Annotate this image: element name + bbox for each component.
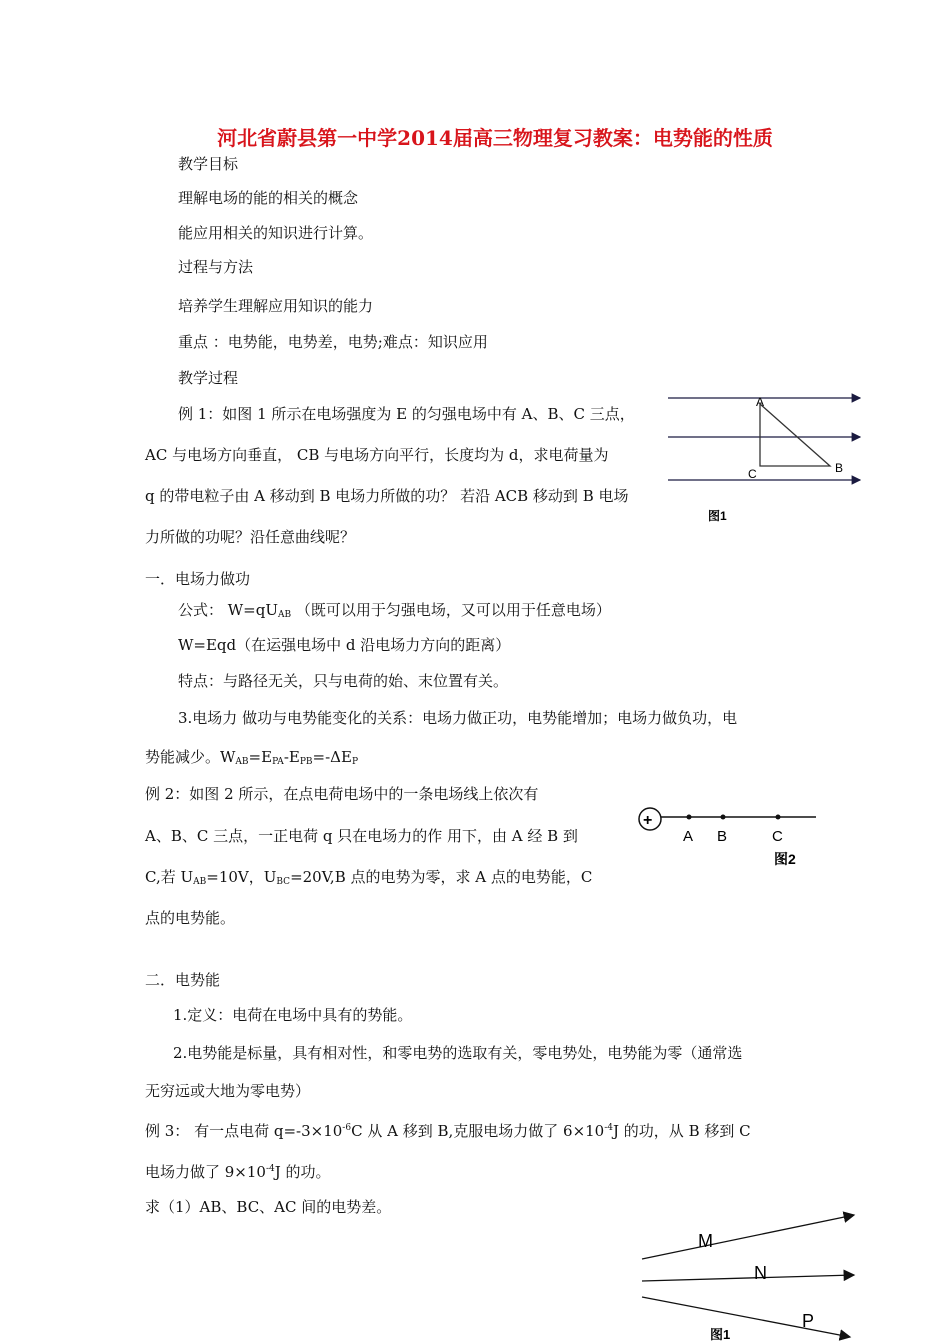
formula-2: W=Eqd（在运强电场中 d 沿电场力方向的距离） — [178, 636, 511, 654]
example-2-line-2: A、B、C 三点，一正电荷 q 只在电场力的作 用下，由 A 经 B 到 — [145, 827, 578, 845]
figure-1-caption: 图1 — [708, 509, 727, 523]
scalar-line-2: 无穷远或大地为零电势） — [145, 1082, 311, 1100]
definition: 1.定义：电荷在电场中具有的势能。 — [173, 1006, 413, 1024]
point-a-dot — [687, 815, 692, 820]
goal-heading: 教学目标 — [178, 155, 239, 173]
relation-line-2 — [145, 746, 358, 773]
triangle-acb — [760, 404, 830, 466]
rel-mid-1: =E — [248, 748, 273, 766]
ex3-post: J 的功，从 B 移到 C — [613, 1122, 751, 1140]
rel-sub-2: PA — [272, 757, 284, 767]
document-title: 河北省蔚县第一中学2014届高三物理复习教案：电势能的性质 — [217, 126, 773, 150]
goal-1: 理解电场的能的相关的概念 — [178, 189, 359, 207]
example-3-line-3: 求（1）AB、BC、AC 间的电势差。 — [145, 1198, 392, 1216]
ex3-mid: C 从 A 移到 B,克服电场力做了 6×10 — [351, 1122, 605, 1140]
method-heading: 过程与方法 — [178, 258, 254, 276]
example-1-line-4: 力所做的功呢？沿任意曲线呢？ — [145, 528, 356, 546]
point-a-label: A — [756, 395, 765, 409]
label-n: N — [754, 1263, 767, 1283]
ex3b-post: J 的功。 — [274, 1163, 331, 1181]
relation-line-1: 3.电场力 做功与电势能变化的关系：电场力做正功，电势能增加；电场力做负功，电 — [178, 709, 738, 727]
fig2-point-b-label: B — [717, 828, 728, 845]
process-heading: 教学过程 — [178, 369, 239, 387]
formula-1 — [178, 599, 611, 626]
rel-sub-1: AB — [235, 757, 249, 767]
formula-1-sub: AB — [278, 610, 292, 620]
ex2-post: =20V,B 点的电势为零，求 A 点的电势能，C — [290, 868, 593, 886]
feature: 特点：与路径无关，只与电荷的始、末位置有关。 — [178, 672, 509, 690]
section-2-heading: 二．电势能 — [145, 971, 221, 989]
method-1: 培养学生理解应用知识的能力 — [178, 297, 374, 315]
label-m: M — [698, 1231, 713, 1251]
figure-2 — [632, 798, 822, 873]
fig2-point-c-label: C — [772, 828, 783, 845]
figure-1 — [660, 388, 870, 528]
example-1-line-2: AC 与电场方向垂直， CB 与电场方向平行，长度均为 d，求电荷量为 — [145, 446, 609, 464]
fig2-point-a-label: A — [683, 828, 694, 845]
key-points: 重点 ：电势能，电势差，电势;难点：知识应用 — [178, 333, 488, 351]
ex3-sup-2: -4 — [604, 1123, 614, 1133]
label-p: P — [802, 1311, 815, 1331]
ex2-sub-1: AB — [193, 877, 207, 887]
rel-sub-4: P — [351, 757, 358, 767]
figure-2-caption: 图2 — [774, 851, 796, 867]
ex2-sub-2: BC — [276, 877, 291, 887]
formula-1-post: （既可以用于匀强电场，又可以用于任意电场） — [291, 601, 611, 619]
ex3b-sup: -4 — [265, 1164, 275, 1174]
rel-mid-3: =-ΔE — [312, 748, 352, 766]
point-b-dot — [721, 815, 726, 820]
example-2-line-3 — [145, 866, 592, 893]
line-m — [642, 1215, 854, 1259]
goal-2: 能应用相关的知识进行计算。 — [178, 224, 374, 242]
line-p — [642, 1297, 850, 1337]
ex3b-pre: 电场力做了 9×10 — [145, 1163, 266, 1181]
example-1-line-1: 例 1：如图 1 所示在电场强度为 E 的匀强电场中有 A、B、C 三点， — [178, 405, 635, 423]
example-1-line-3: q 的带电粒子由 A 移动到 B 电场力所做的功？ 若沿 ACB 移动到 B 电场 — [145, 487, 629, 505]
scalar-line-1: 2.电势能是标量，具有相对性，和零电势的选取有关，零电势处，电势能为零（通常选 — [173, 1044, 743, 1062]
example-3-line-1 — [145, 1117, 751, 1142]
example-2-line-1: 例 2：如图 2 所示，在点电荷电场中的一条电场线上依次有 — [145, 785, 539, 803]
rel-pre: 势能减少。W — [145, 748, 236, 766]
line-n — [642, 1275, 854, 1281]
ex3-sup-1: -6 — [342, 1123, 352, 1133]
point-c-dot — [776, 815, 781, 820]
rel-sub-3: PB — [299, 757, 313, 767]
section-1-heading: 一．电场力做功 — [145, 570, 251, 588]
figure-3-caption: 图1 — [710, 1327, 731, 1342]
point-b-label: B — [835, 461, 844, 475]
example-2-line-4: 点的电势能。 — [145, 909, 236, 927]
figure-3 — [636, 1205, 866, 1344]
rel-mid-2: -E — [283, 748, 300, 766]
example-3-line-2 — [145, 1158, 331, 1183]
ex2-pre: C,若 U — [145, 868, 194, 886]
ex3-pre: 例 3： 有一点电荷 q=-3×10 — [145, 1122, 343, 1140]
formula-1-pre: 公式： W=qU — [178, 601, 278, 619]
point-c-label: C — [748, 467, 757, 481]
positive-charge-sign: + — [643, 812, 653, 829]
ex2-mid: =10V，U — [206, 868, 277, 886]
